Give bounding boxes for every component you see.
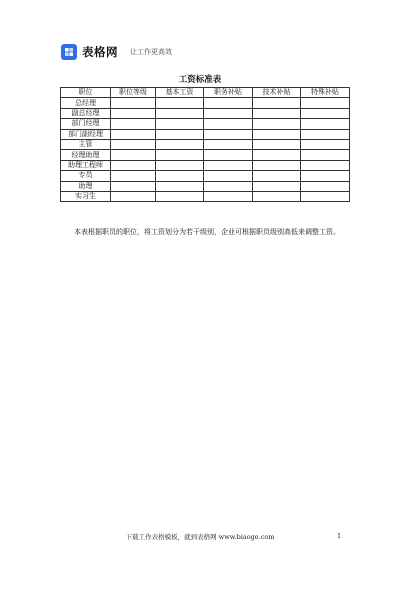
- table-cell: [301, 129, 350, 139]
- table-cell: [253, 181, 301, 191]
- table-cell: [156, 150, 204, 160]
- table-cell: [253, 98, 301, 108]
- table-description: 本表根据职员的职位，将工资划分为若干级别，企业可根据职员级别高低来调整工资。: [74, 228, 340, 236]
- table-cell: [301, 150, 350, 160]
- position-cell: 助理工程师: [61, 160, 111, 170]
- table-cell: [111, 139, 156, 149]
- table-cell: [301, 181, 350, 191]
- table-cell: [204, 191, 253, 201]
- table-cell: [253, 191, 301, 201]
- table-header-row: [61, 88, 350, 98]
- table-row: [61, 160, 350, 170]
- column-header: 基本工资: [156, 88, 204, 98]
- table-cell: [301, 98, 350, 108]
- table-cell: [301, 108, 350, 118]
- table-cell: [301, 139, 350, 149]
- table-cell: [111, 171, 156, 181]
- table-cell: [253, 160, 301, 170]
- table-cell: [253, 139, 301, 149]
- position-cell: 专员: [61, 171, 111, 181]
- table-cell: [156, 181, 204, 191]
- table-cell: [111, 108, 156, 118]
- table-cell: [111, 129, 156, 139]
- page-title: 工资标准表: [178, 75, 222, 85]
- column-header: 职务补贴: [204, 88, 253, 98]
- table-row: [61, 129, 350, 139]
- table-cell: [156, 119, 204, 129]
- position-cell: 部门副经理: [61, 129, 111, 139]
- table-cell: [156, 108, 204, 118]
- salary-standard-table: [60, 87, 350, 202]
- table-row: [61, 119, 350, 129]
- table-cell: [204, 160, 253, 170]
- position-cell: 副总经理: [61, 108, 111, 118]
- table-cell: [156, 129, 204, 139]
- table-cell: [301, 191, 350, 201]
- position-cell: 经理助理: [61, 150, 111, 160]
- table-cell: [253, 108, 301, 118]
- table-cell: [301, 171, 350, 181]
- table-cell: [253, 129, 301, 139]
- table-cell: [204, 129, 253, 139]
- table-row: [61, 191, 350, 201]
- table-cell: [111, 191, 156, 201]
- table-cell: [204, 119, 253, 129]
- table-cell: [301, 119, 350, 129]
- table-row: [61, 150, 350, 160]
- brand-name: 表格网: [82, 45, 118, 59]
- table-cell: [204, 139, 253, 149]
- column-header: 特殊补贴: [301, 88, 350, 98]
- table-cell: [253, 119, 301, 129]
- page-number: 1: [337, 532, 342, 540]
- position-cell: 部门经理: [61, 119, 111, 129]
- position-cell: 总经理: [61, 98, 111, 108]
- position-cell: 实习生: [61, 191, 111, 201]
- column-header: 职位: [61, 88, 111, 98]
- table-cell: [204, 98, 253, 108]
- table-cell: [204, 108, 253, 118]
- page-header: [61, 44, 172, 60]
- column-header: 技术补贴: [253, 88, 301, 98]
- table-cell: [111, 181, 156, 191]
- table-row: [61, 139, 350, 149]
- table-cell: [111, 160, 156, 170]
- table-cell: [204, 181, 253, 191]
- brand-slogan: 让工作更高效: [130, 48, 172, 56]
- table-cell: [301, 160, 350, 170]
- page-footer: 下载工作表格模板，就到表格网 www.biaoge.com: [125, 533, 275, 541]
- table-cell: [253, 171, 301, 181]
- position-cell: 助理: [61, 181, 111, 191]
- table-cell: [111, 119, 156, 129]
- position-cell: 主管: [61, 139, 111, 149]
- table-cell: [156, 171, 204, 181]
- table-cell: [156, 191, 204, 201]
- table-cell: [253, 150, 301, 160]
- table-cell: [156, 98, 204, 108]
- table-cell: [204, 171, 253, 181]
- table-logo-icon: [61, 44, 77, 60]
- table-cell: [204, 150, 253, 160]
- table-cell: [156, 139, 204, 149]
- table-cell: [156, 160, 204, 170]
- table-row: [61, 98, 350, 108]
- table-cell: [111, 98, 156, 108]
- table-row: [61, 108, 350, 118]
- table-cell: [111, 150, 156, 160]
- table-row: [61, 181, 350, 191]
- column-header: 职位等级: [111, 88, 156, 98]
- table-row: [61, 171, 350, 181]
